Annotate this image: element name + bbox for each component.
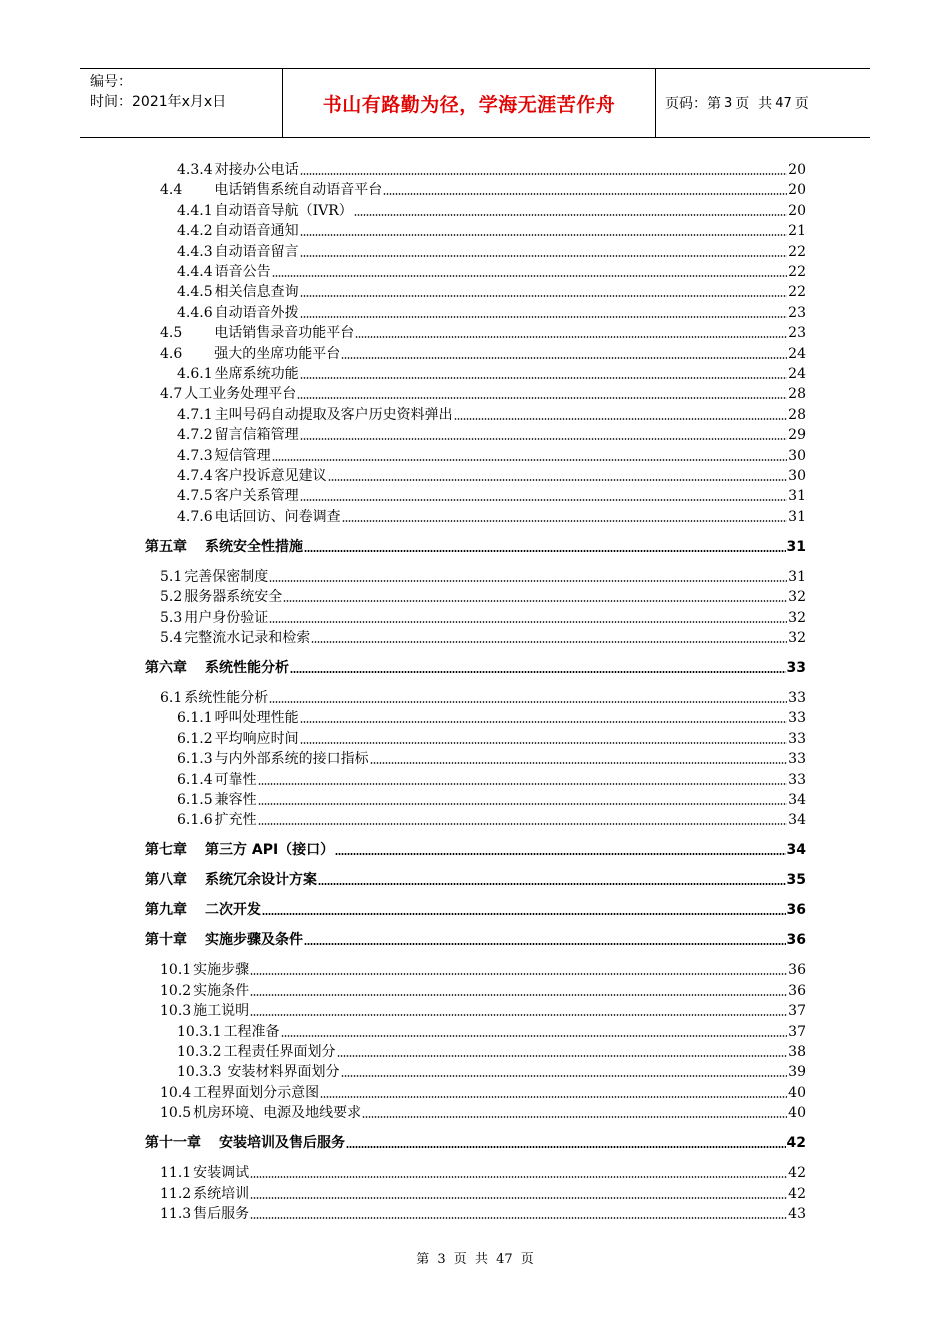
toc-section-number: 4.4.3 — [177, 244, 213, 260]
toc-page-number: 42 — [788, 1186, 806, 1202]
toc-section-number: 4.7 — [160, 386, 183, 402]
toc-entry[interactable] — [160, 1162, 806, 1182]
toc-page-number: 29 — [788, 427, 806, 443]
toc-section-number: 5.3 — [160, 610, 183, 626]
total-pages: 47 — [775, 95, 792, 111]
toc-entry[interactable] — [160, 627, 806, 647]
toc-title: 与内外部系统的接口指标 — [214, 751, 369, 767]
toc-dot-leader — [300, 315, 788, 319]
toc-entry[interactable] — [177, 363, 806, 383]
toc-dot-leader — [342, 519, 788, 523]
toc-section-number: 6.1 — [160, 690, 183, 706]
toc-page-number: 34 — [788, 812, 806, 828]
toc-title: 工程准备 — [223, 1024, 280, 1040]
toc-entry[interactable] — [177, 809, 806, 829]
toc-dot-leader — [454, 417, 788, 421]
toc-dot-leader — [370, 761, 788, 765]
toc-page-number: 33 — [786, 660, 806, 676]
toc-title: 系统冗余设计方案 — [205, 872, 317, 888]
toc-entry[interactable] — [160, 980, 806, 1000]
toc-title: 呼叫处理性能 — [214, 710, 299, 726]
header-divider — [655, 69, 656, 137]
toc-entry[interactable] — [177, 506, 806, 526]
toc-title: 售后服务 — [193, 1206, 250, 1222]
toc-page-number: 22 — [788, 284, 806, 300]
toc-dot-leader — [272, 274, 788, 278]
toc-page-number: 24 — [788, 366, 806, 382]
toc-entry[interactable] — [160, 179, 806, 199]
footer-page-number: 3 — [437, 1252, 446, 1267]
toc-title: 自动语音通知 — [214, 223, 299, 239]
toc-entry[interactable] — [160, 1082, 806, 1102]
toc-entry[interactable] — [177, 200, 806, 220]
toc-section-number: 6.1.4 — [177, 772, 213, 788]
toc-page-number: 28 — [788, 407, 806, 423]
toc-page-number: 23 — [788, 325, 806, 341]
toc-title: 系统培训 — [193, 1186, 250, 1202]
toc-entry[interactable] — [177, 404, 806, 424]
toc-section-number: 4.4.4 — [177, 264, 213, 280]
toc-dot-leader — [250, 993, 787, 997]
toc-page-number: 35 — [786, 872, 806, 888]
toc-entry[interactable] — [177, 261, 806, 281]
toc-section-number: 10.3.1 — [177, 1024, 222, 1040]
toc-section-number: 4.4.5 — [177, 284, 213, 300]
toc-chapter-entry[interactable] — [145, 1132, 806, 1152]
toc-title: 人工业务处理平台 — [184, 386, 297, 402]
toc-section-number: 11.2 — [160, 1186, 192, 1202]
toc-page-number: 33 — [788, 751, 806, 767]
toc-dot-leader — [300, 254, 788, 258]
toc-dot-leader — [362, 1115, 787, 1119]
toc-entry[interactable] — [177, 789, 806, 809]
toc-section-number: 第五章 — [145, 539, 187, 555]
toc-title: 第三方 API（接口） — [205, 842, 335, 858]
toc-section-number: 11.1 — [160, 1165, 192, 1181]
toc-page-number: 30 — [788, 468, 806, 484]
toc-page-number: 22 — [788, 264, 806, 280]
toc-title: 工程责任界面划分 — [223, 1044, 336, 1060]
toc-page-number: 33 — [788, 710, 806, 726]
toc-dot-leader — [269, 700, 787, 704]
toc-title: 相关信息查询 — [214, 284, 299, 300]
toc-title: 用户身份验证 — [184, 610, 269, 626]
toc-title: 可靠性 — [214, 772, 257, 788]
toc-section-number: 4.3.4 — [177, 162, 213, 178]
toc-entry[interactable] — [160, 586, 806, 606]
toc-entry[interactable] — [177, 159, 806, 179]
toc-entry[interactable] — [177, 241, 806, 261]
toc-title: 短信管理 — [214, 448, 271, 464]
toc-dot-leader — [250, 972, 787, 976]
toc-section-number: 4.7.2 — [177, 427, 213, 443]
toc-title: 工程界面划分示意图 — [193, 1085, 320, 1101]
toc-entry[interactable] — [160, 687, 806, 707]
toc-title: 自动语音留言 — [214, 244, 299, 260]
toc-page-number: 37 — [788, 1003, 806, 1019]
toc-section-number: 5.1 — [160, 569, 183, 585]
toc-section-number: 第七章 — [145, 842, 187, 858]
toc-title: 坐席系统功能 — [214, 366, 299, 382]
toc-dot-leader — [250, 1216, 787, 1220]
toc-entry[interactable] — [160, 383, 806, 403]
toc-page-number: 42 — [786, 1135, 806, 1151]
toc-page-number: 20 — [788, 203, 806, 219]
toc-page-number: 36 — [788, 962, 806, 978]
toc-title: 服务器系统安全 — [184, 589, 283, 605]
toc-dot-leader — [355, 335, 787, 339]
toc-section-number: 10.3.3 — [177, 1064, 222, 1080]
toc-dot-leader — [281, 1034, 788, 1038]
toc-dot-leader — [304, 942, 786, 946]
footer-mid: 页 共 — [453, 1252, 488, 1267]
toc-page-number: 36 — [786, 932, 806, 948]
toc-title: 安装材料界面划分 — [227, 1064, 340, 1080]
toc-title: 安装培训及售后服务 — [219, 1135, 345, 1151]
toc-page-number: 32 — [788, 589, 806, 605]
toc-page-number: 32 — [788, 630, 806, 646]
toc-chapter-entry[interactable] — [145, 839, 806, 859]
toc-page-number: 36 — [788, 983, 806, 999]
toc-chapter-entry[interactable] — [145, 899, 806, 919]
toc-title: 完善保密制度 — [184, 569, 269, 585]
toc-entry[interactable] — [177, 220, 806, 240]
toc-section-number: 4.4.2 — [177, 223, 213, 239]
toc-title: 扩充性 — [214, 812, 257, 828]
toc-section-number: 6.1.6 — [177, 812, 213, 828]
toc-title: 电话销售系统自动语音平台 — [214, 182, 383, 198]
toc-title: 对接办公电话 — [214, 162, 299, 178]
toc-title: 实施步骤 — [193, 962, 250, 978]
toc-title: 兼容性 — [214, 792, 257, 808]
toc-section-number: 4.7.4 — [177, 468, 213, 484]
toc-title: 系统安全性措施 — [205, 539, 303, 555]
toc-dot-leader — [258, 782, 788, 786]
toc-section-number: 4.7.1 — [177, 407, 213, 423]
footer-total-pages: 47 — [496, 1252, 513, 1267]
toc-section-number: 11.3 — [160, 1206, 192, 1222]
toc-section-number: 4.7.6 — [177, 509, 213, 525]
toc-dot-leader — [300, 376, 788, 380]
toc-dot-leader — [328, 478, 788, 482]
toc-dot-leader — [383, 192, 787, 196]
toc-title: 自动语音导航（IVR） — [214, 203, 353, 219]
toc-entry[interactable] — [177, 1021, 806, 1041]
page-prefix: 页码：第 — [665, 96, 721, 112]
toc-section-number: 第九章 — [145, 902, 187, 918]
toc-page-number: 42 — [788, 1165, 806, 1181]
toc-dot-leader — [297, 396, 787, 400]
toc-entry[interactable] — [160, 1000, 806, 1020]
toc-title: 安装调试 — [193, 1165, 250, 1181]
toc-entry[interactable] — [177, 1041, 806, 1061]
toc-title: 客户关系管理 — [214, 488, 299, 504]
toc-page-number: 39 — [788, 1064, 806, 1080]
toc-title: 机房环境、电源及地线要求 — [193, 1105, 362, 1121]
toc-title: 自动语音外拨 — [214, 305, 299, 321]
toc-page-number: 31 — [788, 569, 806, 585]
toc-section-number: 第八章 — [145, 872, 187, 888]
toc-entry[interactable] — [177, 281, 806, 301]
page-footer — [0, 1248, 950, 1267]
toc-page-number: 21 — [788, 223, 806, 239]
toc-entry[interactable] — [160, 322, 806, 342]
toc-section-number: 4.5 — [160, 325, 183, 341]
toc-dot-leader — [250, 1175, 787, 1179]
toc-page-number: 33 — [788, 731, 806, 747]
toc-page-number: 30 — [788, 448, 806, 464]
toc-dot-leader — [300, 437, 788, 441]
toc-dot-leader — [290, 670, 786, 674]
toc-dot-leader — [250, 1196, 787, 1200]
toc-section-number: 10.3 — [160, 1003, 192, 1019]
toc-chapter-entry[interactable] — [145, 869, 806, 889]
toc-title: 电话回访、问卷调查 — [214, 509, 341, 525]
toc-page-number: 20 — [788, 162, 806, 178]
toc-dot-leader — [311, 640, 787, 644]
toc-page-number: 40 — [788, 1105, 806, 1121]
toc-entry[interactable] — [160, 1203, 806, 1223]
toc-page-number: 34 — [786, 842, 806, 858]
toc-dot-leader — [304, 549, 786, 553]
toc-entry[interactable] — [177, 728, 806, 748]
toc-dot-leader — [337, 1054, 788, 1058]
header-meta — [90, 72, 280, 112]
toc-title: 留言信箱管理 — [214, 427, 299, 443]
toc-title: 主叫号码自动提取及客户历史资料弹出 — [214, 407, 453, 423]
toc-dot-leader — [272, 458, 788, 462]
toc-title: 实施条件 — [193, 983, 250, 999]
toc-section-number: 6.1.2 — [177, 731, 213, 747]
toc-section-number: 4.4.6 — [177, 305, 213, 321]
toc-page-number: 22 — [788, 244, 806, 260]
toc-title: 系统性能分析 — [184, 690, 269, 706]
toc-page-number: 24 — [788, 346, 806, 362]
toc-title: 平均响应时间 — [214, 731, 299, 747]
toc-dot-leader — [318, 882, 786, 886]
toc-title: 二次开发 — [205, 902, 261, 918]
toc-entry[interactable] — [177, 445, 806, 465]
toc-section-number: 5.2 — [160, 589, 183, 605]
toc-title: 完整流水记录和检索 — [184, 630, 311, 646]
toc-entry[interactable] — [177, 1061, 806, 1081]
toc-page-number: 40 — [788, 1085, 806, 1101]
toc-dot-leader — [346, 1145, 786, 1149]
toc-entry[interactable] — [177, 769, 806, 789]
toc-entry[interactable] — [177, 485, 806, 505]
toc-page-number: 36 — [786, 902, 806, 918]
toc-dot-leader — [250, 1013, 787, 1017]
toc-page-number: 33 — [788, 772, 806, 788]
toc-title: 客户投诉意见建议 — [214, 468, 327, 484]
toc-dot-leader — [335, 852, 785, 856]
toc-entry[interactable] — [160, 959, 806, 979]
toc-section-number: 4.4 — [160, 182, 183, 198]
toc-entry[interactable] — [160, 566, 806, 586]
toc-dot-leader — [341, 1074, 788, 1078]
page-header — [80, 68, 870, 138]
toc-page-number: 31 — [788, 509, 806, 525]
toc-dot-leader — [258, 822, 788, 826]
document-number-label: 编号： — [90, 74, 132, 90]
toc-section-number: 4.7.5 — [177, 488, 213, 504]
toc-chapter-entry[interactable] — [145, 929, 806, 949]
toc-section-number: 6.1.1 — [177, 710, 213, 726]
toc-page-number: 20 — [788, 182, 806, 198]
toc-dot-leader — [300, 233, 788, 237]
footer-prefix: 第 — [416, 1252, 430, 1267]
toc-section-number: 10.2 — [160, 983, 192, 999]
toc-page-number: 32 — [788, 610, 806, 626]
toc-section-number: 10.4 — [160, 1085, 192, 1101]
toc-section-number: 4.7.3 — [177, 448, 213, 464]
toc-dot-leader — [258, 802, 788, 806]
toc-title: 强大的坐席功能平台 — [214, 346, 341, 362]
toc-section-number: 6.1.3 — [177, 751, 213, 767]
toc-page-number: 23 — [788, 305, 806, 321]
toc-dot-leader — [262, 912, 786, 916]
toc-dot-leader — [320, 1095, 787, 1099]
toc-title: 电话销售录音功能平台 — [214, 325, 355, 341]
toc-entry[interactable] — [177, 302, 806, 322]
header-page-info — [665, 69, 809, 137]
toc-page-number: 31 — [788, 488, 806, 504]
toc-entry[interactable] — [177, 424, 806, 444]
toc-title: 系统性能分析 — [205, 660, 289, 676]
toc-section-number: 10.5 — [160, 1105, 192, 1121]
toc-section-number: 4.4.1 — [177, 203, 213, 219]
toc-title: 语音公告 — [214, 264, 271, 280]
toc-entry[interactable] — [160, 1102, 806, 1122]
toc-dot-leader — [300, 741, 788, 745]
toc-section-number: 第六章 — [145, 660, 187, 676]
toc-entry[interactable] — [160, 607, 806, 627]
toc-entry[interactable] — [177, 748, 806, 768]
toc-entry[interactable] — [177, 465, 806, 485]
document-date: 时间：2021年x月x日 — [90, 94, 227, 110]
toc-dot-leader — [300, 498, 788, 502]
toc-title: 施工说明 — [193, 1003, 250, 1019]
toc-dot-leader — [300, 720, 788, 724]
toc-dot-leader — [341, 356, 787, 360]
page-mid: 页 共 — [735, 96, 773, 112]
toc-page-number: 38 — [788, 1044, 806, 1060]
toc-title: 实施步骤及条件 — [205, 932, 303, 948]
toc-section-number: 4.6.1 — [177, 366, 213, 382]
current-page-number: 3 — [724, 95, 733, 111]
toc-dot-leader — [269, 620, 787, 624]
toc-section-number: 第十章 — [145, 932, 187, 948]
toc-entry[interactable] — [160, 343, 806, 363]
toc-section-number: 第十一章 — [145, 1135, 201, 1151]
toc-dot-leader — [354, 213, 787, 217]
toc-section-number: 5.4 — [160, 630, 183, 646]
toc-entry[interactable] — [177, 707, 806, 727]
page-suffix: 页 — [794, 96, 809, 112]
toc-page-number: 33 — [788, 690, 806, 706]
toc-page-number: 31 — [786, 539, 806, 555]
footer-suffix: 页 — [520, 1252, 534, 1267]
toc-section-number: 4.6 — [160, 346, 183, 362]
toc-dot-leader — [300, 294, 788, 298]
toc-section-number: 10.1 — [160, 962, 192, 978]
toc-entry[interactable] — [160, 1183, 806, 1203]
toc-section-number: 6.1.5 — [177, 792, 213, 808]
toc-chapter-entry[interactable] — [145, 536, 806, 556]
toc-page-number: 37 — [788, 1024, 806, 1040]
toc-dot-leader — [269, 579, 787, 583]
toc-dot-leader — [283, 599, 787, 603]
toc-chapter-entry[interactable] — [145, 657, 806, 677]
toc-dot-leader — [300, 172, 788, 176]
toc-section-number: 10.3.2 — [177, 1044, 222, 1060]
header-motto: 书山有路勤为径，学海无涯苦作舟 — [322, 93, 616, 116]
toc-page-number: 34 — [788, 792, 806, 808]
toc-page-number: 28 — [788, 386, 806, 402]
toc-page-number: 43 — [788, 1206, 806, 1222]
